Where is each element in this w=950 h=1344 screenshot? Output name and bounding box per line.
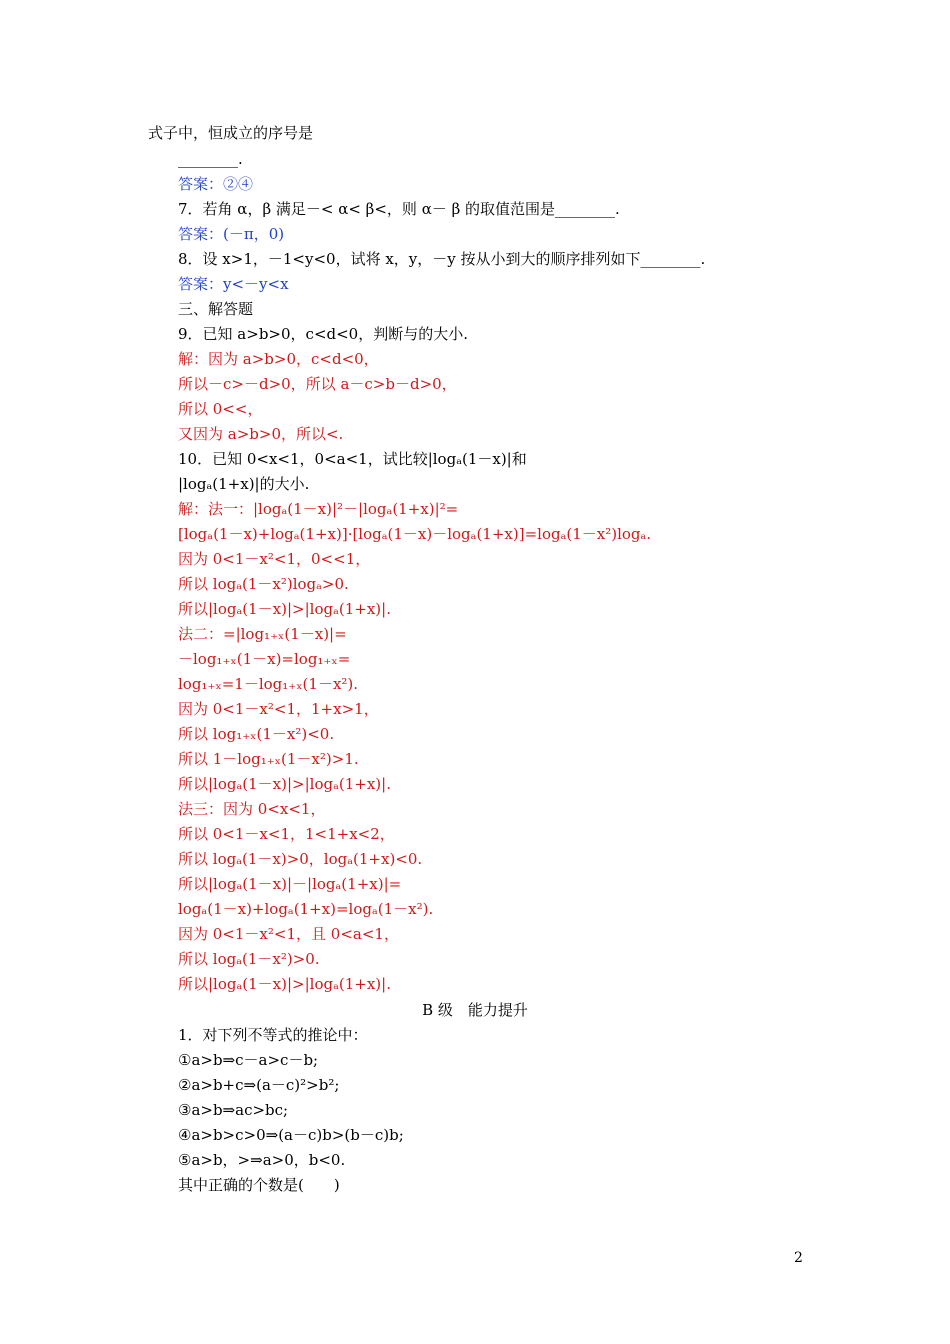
solution-line: 因为 0<1－x²<1，0<<1，: [178, 550, 371, 568]
solution-line: [logₐ(1－x)+logₐ(1+x)]·[logₐ(1－x)－logₐ(1+x)]=logₐ(1－x²)logₐ.: [178, 525, 652, 543]
answer-line: 答案：(－π，0): [178, 225, 285, 243]
answer-line: 答案：y<－y<x: [178, 275, 289, 293]
solution-line: 法三：因为 0<x<1，: [178, 800, 326, 818]
solution-line: 所以|logₐ(1－x)|－|logₐ(1+x)|=: [178, 875, 402, 893]
option-1: ①a>b⇒c－a>c－b;: [178, 1051, 319, 1069]
question-8: 8．设 x>1，－1<y<0，试将 x，y，－y 按从小到大的顺序排列如下________.: [178, 250, 706, 268]
solution-line: log₁₊ₓ=1－log₁₊ₓ(1－x²).: [178, 675, 359, 693]
section-heading-b: B 级 能力提升: [422, 1001, 528, 1019]
page-number: 2: [794, 1250, 803, 1266]
solution-line: logₐ(1－x)+logₐ(1+x)=logₐ(1－x²).: [178, 900, 434, 918]
solution-line: 所以 1－log₁₊ₓ(1－x²)>1.: [178, 750, 359, 768]
question-b1-prompt: 其中正确的个数是( ): [178, 1176, 340, 1194]
question-b1: 1．对下列不等式的推论中：: [178, 1026, 368, 1044]
solution-line: 所以|logₐ(1－x)|>|logₐ(1+x)|.: [178, 975, 391, 993]
option-5: ⑤a>b，>⇒a>0，b<0.: [178, 1151, 346, 1169]
solution-line: 解：因为 a>b>0，c<d<0，: [178, 350, 379, 368]
question-7: 7．若角 α，β 满足－< α< β<，则 α－ β 的取值范围是________.: [178, 200, 620, 218]
solution-line: 所以|logₐ(1－x)|>|logₐ(1+x)|.: [178, 600, 391, 618]
question-10: 10．已知 0<x<1，0<a<1，试比较|logₐ(1－x)|和: [178, 450, 527, 468]
text-line: ________.: [178, 150, 243, 168]
solution-line: 所以 log₁₊ₓ(1－x²)<0.: [178, 725, 335, 743]
solution-line: 又因为 a>b>0，所以<.: [178, 425, 344, 443]
solution-line: 所以|logₐ(1－x)|>|logₐ(1+x)|.: [178, 775, 391, 793]
solution-line: －log₁₊ₓ(1－x)=log₁₊ₓ=: [178, 650, 351, 668]
answer-line: 答案：②④: [178, 175, 254, 193]
solution-line: 解：法一：|logₐ(1－x)|²－|logₐ(1+x)|²=: [178, 500, 459, 518]
question-9: 9．已知 a>b>0，c<d<0，判断与的大小.: [178, 325, 468, 343]
question-10-cont: |logₐ(1+x)|的大小.: [178, 475, 310, 493]
solution-line: 所以－c>－d>0，所以 a－c>b－d>0，: [178, 375, 457, 393]
solution-line: 所以 logₐ(1－x)>0，logₐ(1+x)<0.: [178, 850, 423, 868]
solution-line: 法二：=|log₁₊ₓ(1－x)|=: [178, 625, 347, 643]
solution-line: 所以 0<1－x<1，1<1+x<2，: [178, 825, 395, 843]
option-4: ④a>b>c>0⇒(a－c)b>(b－c)b;: [178, 1126, 404, 1144]
solution-line: 所以 logₐ(1－x²)>0.: [178, 950, 320, 968]
option-3: ③a>b⇒ac>bc;: [178, 1101, 289, 1119]
solution-line: 所以 logₐ(1－x²)logₐ>0.: [178, 575, 349, 593]
text-line: 式子中，恒成立的序号是: [148, 124, 314, 142]
solution-line: 所以 0<<，: [178, 400, 263, 418]
section-heading: 三、解答题: [178, 300, 254, 318]
option-2: ②a>b+c⇒(a－c)²>b²;: [178, 1076, 340, 1094]
solution-line: 因为 0<1－x²<1，且 0<a<1，: [178, 925, 399, 943]
solution-line: 因为 0<1－x²<1，1+x>1，: [178, 700, 379, 718]
